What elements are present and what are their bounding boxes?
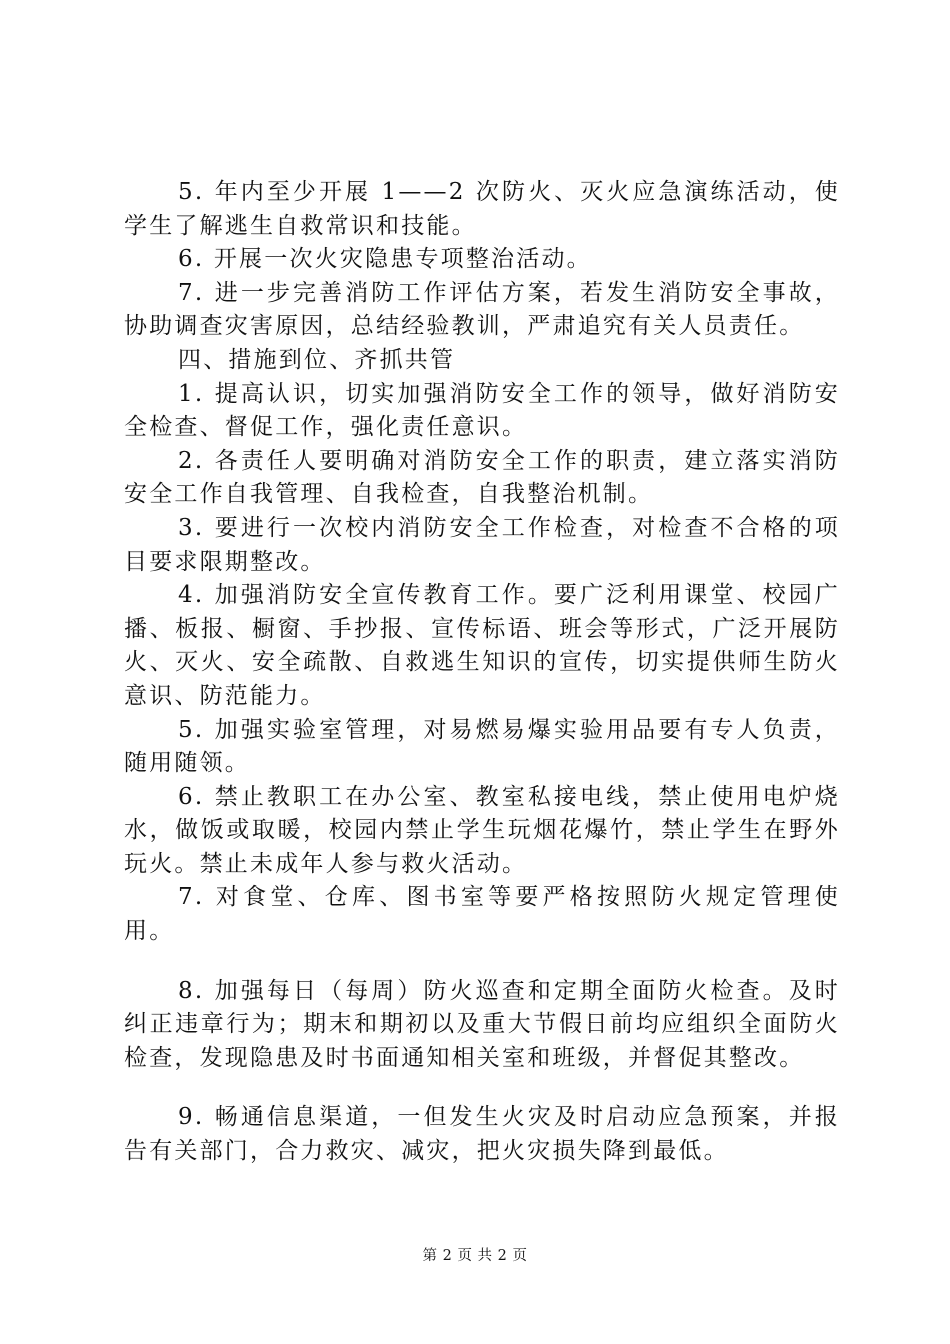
paragraph: 9. 畅通信息渠道，一但发生火灾及时启动应急预案，并报告有关部门，合力救灾、减灾，把火灾损失降到最低。 <box>124 1104 840 1165</box>
paragraph: 3. 要进行一次校内消防安全工作检查，对检查不合格的项目要求限期整改。 <box>124 514 840 575</box>
paragraph: 5. 年内至少开展 1——2 次防火、灭火应急演练活动，使学生了解逃生自救常识和技能。 <box>124 179 840 239</box>
paragraph: 7. 对食堂、仓库、图书室等要严格按照防火规定管理使用。 <box>124 884 840 945</box>
paragraph: 7. 进一步完善消防工作评估方案，若发生消防安全事故，协助调查灾害原因，总结经验教训，严肃追究有关人员责任。 <box>124 279 840 340</box>
paragraph: 1. 提高认识，切实加强消防安全工作的领导，做好消防安全检查、督促工作，强化责任意识。 <box>124 380 840 441</box>
paragraph: 6. 禁止教职工在办公室、教室私接电线，禁止使用电炉烧水，做饭或取暖，校园内禁止学生玩烟花爆竹，禁止学生在野外玩火。禁止未成年人参与救火活动。 <box>124 783 840 877</box>
paragraph: 6. 开展一次火灾隐患专项整治活动。 <box>178 246 592 273</box>
document-body <box>124 176 840 1169</box>
page-number-footer: 第 2 页 共 2 页 <box>422 1248 528 1264</box>
paragraph: 8. 加强每日（每周）防火巡查和定期全面防火检查。及时纠正违章行为；期末和期初以及重大节假日前均应组织全面防火检查，发现隐患及时书面通知相关室和班级，并督促其整改。 <box>124 977 840 1071</box>
paragraph: 5. 加强实验室管理，对易燃易爆实验用品要有专人负责，随用随领。 <box>124 716 840 777</box>
section-heading: 四、措施到位、齐抓共管 <box>178 346 456 373</box>
paragraph: 2. 各责任人要明确对消防安全工作的职责，建立落实消防安全工作自我管理、自我检查，自我整治机制。 <box>124 447 840 508</box>
paragraph: 4. 加强消防安全宣传教育工作。要广泛利用课堂、校园广播、板报、橱窗、手抄报、宣传标语、班会等形式，广泛开展防火、灭火、安全疏散、自救逃生知识的宣传，切实提供师生防火意识、防范能力。 <box>124 582 840 709</box>
